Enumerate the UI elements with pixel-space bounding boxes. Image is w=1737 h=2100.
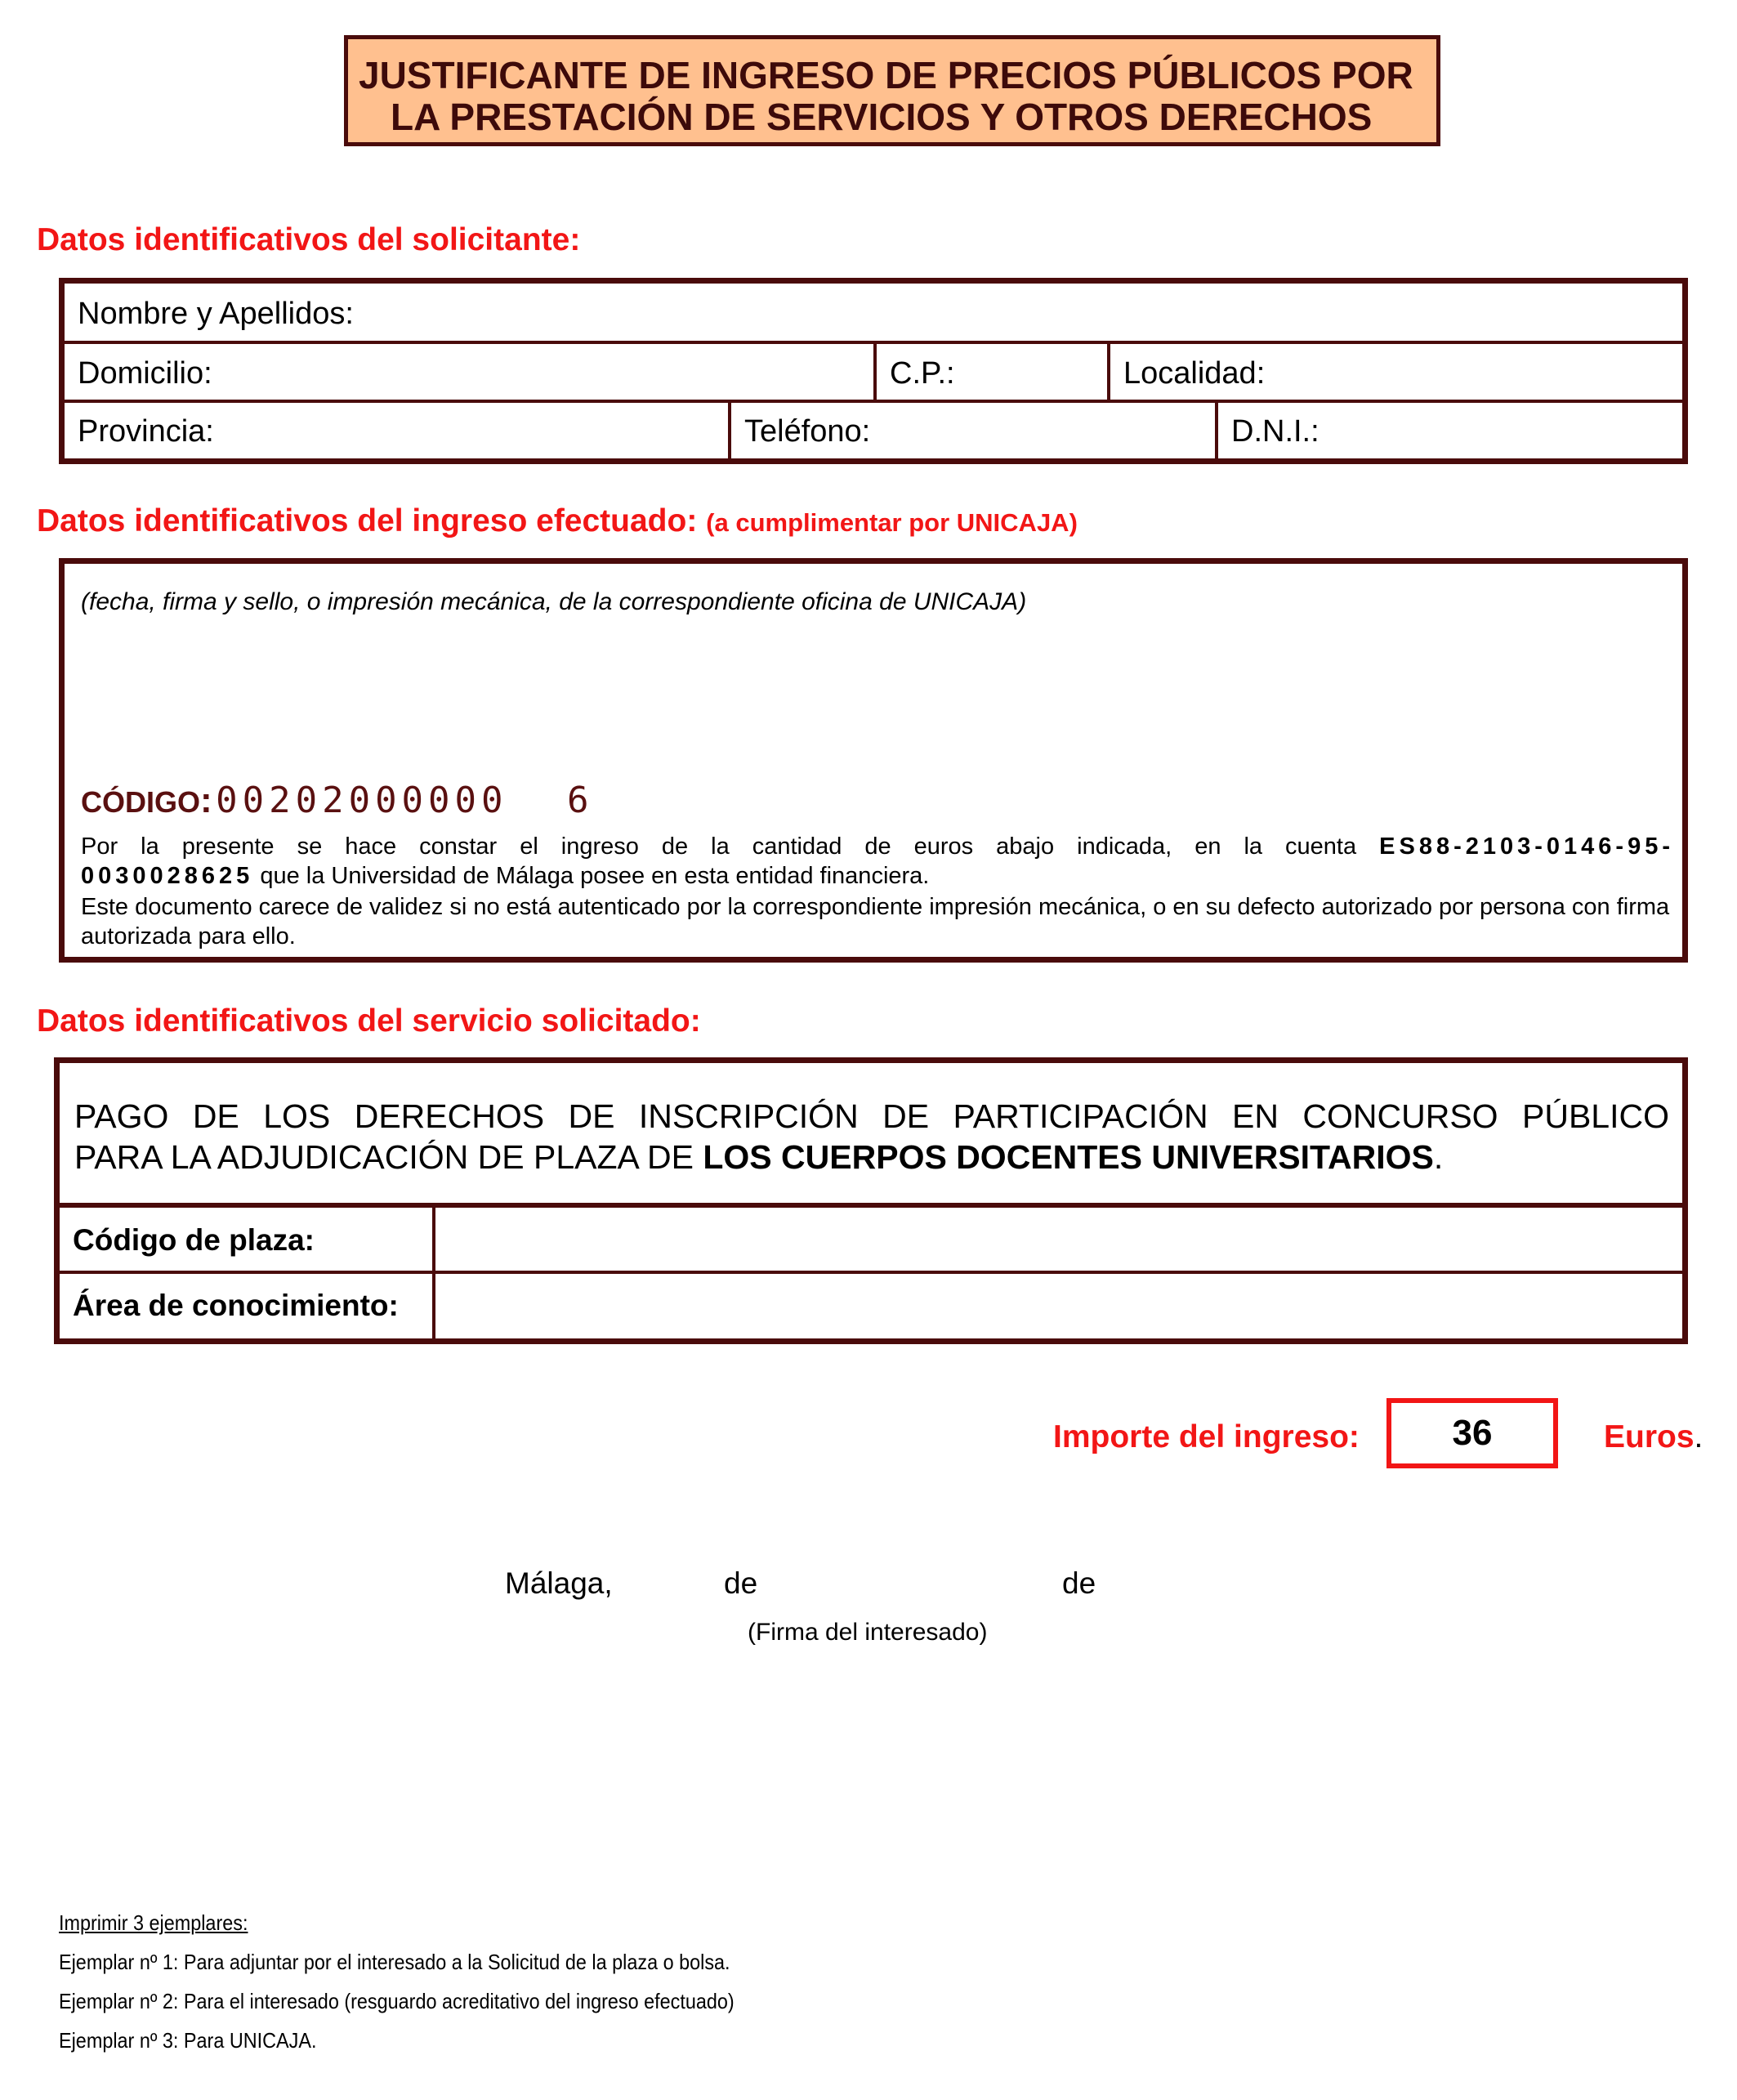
income-heading-text: Datos identificativos del ingreso efectuado: — [37, 503, 698, 538]
dni-label: D.N.I.: — [1231, 414, 1319, 449]
deposit-statement-line-2 — [81, 861, 1674, 891]
signature-month-of: de — [1062, 1566, 1096, 1600]
knowledge-area-row — [60, 1271, 1682, 1338]
service-description-period: . — [1433, 1138, 1444, 1176]
service-description — [74, 1096, 1669, 1177]
position-code-label: Código de plaza: — [73, 1223, 315, 1257]
deposit-statement-line-1 — [81, 832, 1674, 861]
knowledge-area-label: Área de conocimiento: — [73, 1289, 399, 1322]
currency-label — [1604, 1419, 1703, 1455]
income-heading — [37, 503, 1078, 539]
payment-code-check-digit: 6 — [566, 780, 594, 821]
document-title-line-2: LA PRESTACIÓN DE SERVICIOS Y OTROS DERECHOS — [391, 96, 1373, 138]
address-field[interactable] — [65, 344, 873, 400]
copy-2-note: Ejemplar nº 2: Para el interesado (resguardo acreditativo del ingreso efectuado) — [59, 1989, 735, 2013]
province-field[interactable] — [65, 403, 728, 458]
bank-account-part-2: 0030028625 — [81, 863, 254, 889]
name-field[interactable] — [65, 284, 1682, 341]
address-label: Domicilio: — [78, 356, 212, 391]
deposit-statement-text: Por la presente se hace constar el ingreso de la cantidad de euros abajo indicada, en la cuenta — [81, 833, 1357, 860]
payment-code-label: CÓDIGO — [81, 785, 201, 819]
currency-dot: . — [1694, 1419, 1704, 1454]
applicant-heading: Datos identificativos del solicitante: — [37, 222, 581, 257]
town-label: Localidad: — [1123, 356, 1266, 391]
knowledge-area-field[interactable] — [432, 1274, 1682, 1338]
print-copies-heading: Imprimir 3 ejemplares: — [59, 1910, 248, 1935]
validity-notice: Este documento carece de validez si no está autenticado por la correspondiente impresión mecánica, o en su defecto autorizado por persona con firma autorizada para ello. — [81, 894, 1670, 949]
service-box — [54, 1057, 1688, 1344]
income-box — [59, 558, 1688, 963]
name-label: Nombre y Apellidos: — [78, 297, 354, 331]
bank-stamp-note: (fecha, firma y sello, o impresión mecánica, de la correspondiente oficina de UNICAJA) — [81, 588, 1027, 615]
position-code-field[interactable] — [432, 1208, 1682, 1271]
service-description-line-2-text: PARA LA ADJUDICACIÓN DE PLAZA DE — [74, 1138, 703, 1176]
document-title-line-1: JUSTIFICANTE DE INGRESO DE PRECIOS PÚBLICOS POR — [359, 54, 1413, 96]
applicant-row-address — [65, 341, 1682, 400]
phone-label: Teléfono: — [744, 414, 871, 449]
applicant-row-name — [65, 284, 1682, 341]
payment-code-colon: : — [200, 780, 212, 820]
dni-field[interactable] — [1215, 403, 1682, 458]
applicant-row-province — [65, 400, 1682, 458]
service-description-line-1: PAGO DE LOS DERECHOS DE INSCRIPCIÓN DE PARTICIPACIÓN EN CONCURSO PÚBLICO — [74, 1097, 1669, 1135]
payment-code — [81, 780, 593, 821]
amount-label: Importe del ingreso: — [1053, 1419, 1360, 1454]
copy-3-note: Ejemplar nº 3: Para UNICAJA. — [59, 2028, 317, 2053]
province-label: Provincia: — [78, 414, 214, 449]
copy-1-note: Ejemplar nº 1: Para adjuntar por el interesado a la Solicitud de la plaza o bolsa. — [59, 1950, 730, 1974]
postcode-label: C.P.: — [890, 356, 955, 391]
payment-code-value: 00202000000 — [216, 780, 508, 821]
income-heading-note: (a cumplimentar por UNICAJA) — [706, 508, 1078, 537]
bank-account-part-1: ES88-2103-0146-95- — [1379, 833, 1674, 860]
phone-field[interactable] — [728, 403, 1215, 458]
signature-caption: (Firma del interesado) — [748, 1619, 988, 1646]
signature-day-of: de — [724, 1566, 758, 1600]
deposit-statement-end: que la Universidad de Málaga posee en esta entidad financiera. — [260, 863, 930, 889]
document-title-box — [344, 35, 1440, 146]
postcode-field[interactable] — [873, 344, 1107, 400]
currency-text: Euros — [1604, 1419, 1695, 1454]
town-field[interactable] — [1107, 344, 1682, 400]
knowledge-area-label-cell — [60, 1274, 432, 1338]
signature-city: Málaga, — [505, 1566, 613, 1600]
service-description-line-2 — [74, 1137, 1669, 1177]
position-code-label-cell — [60, 1208, 432, 1271]
applicant-form — [59, 278, 1688, 464]
service-heading: Datos identificativos del servicio solicitado: — [37, 1003, 701, 1039]
position-code-row — [60, 1203, 1682, 1271]
amount-value: 36 — [1386, 1398, 1558, 1468]
service-description-bold: LOS CUERPOS DOCENTES UNIVERSITARIOS — [703, 1138, 1434, 1176]
